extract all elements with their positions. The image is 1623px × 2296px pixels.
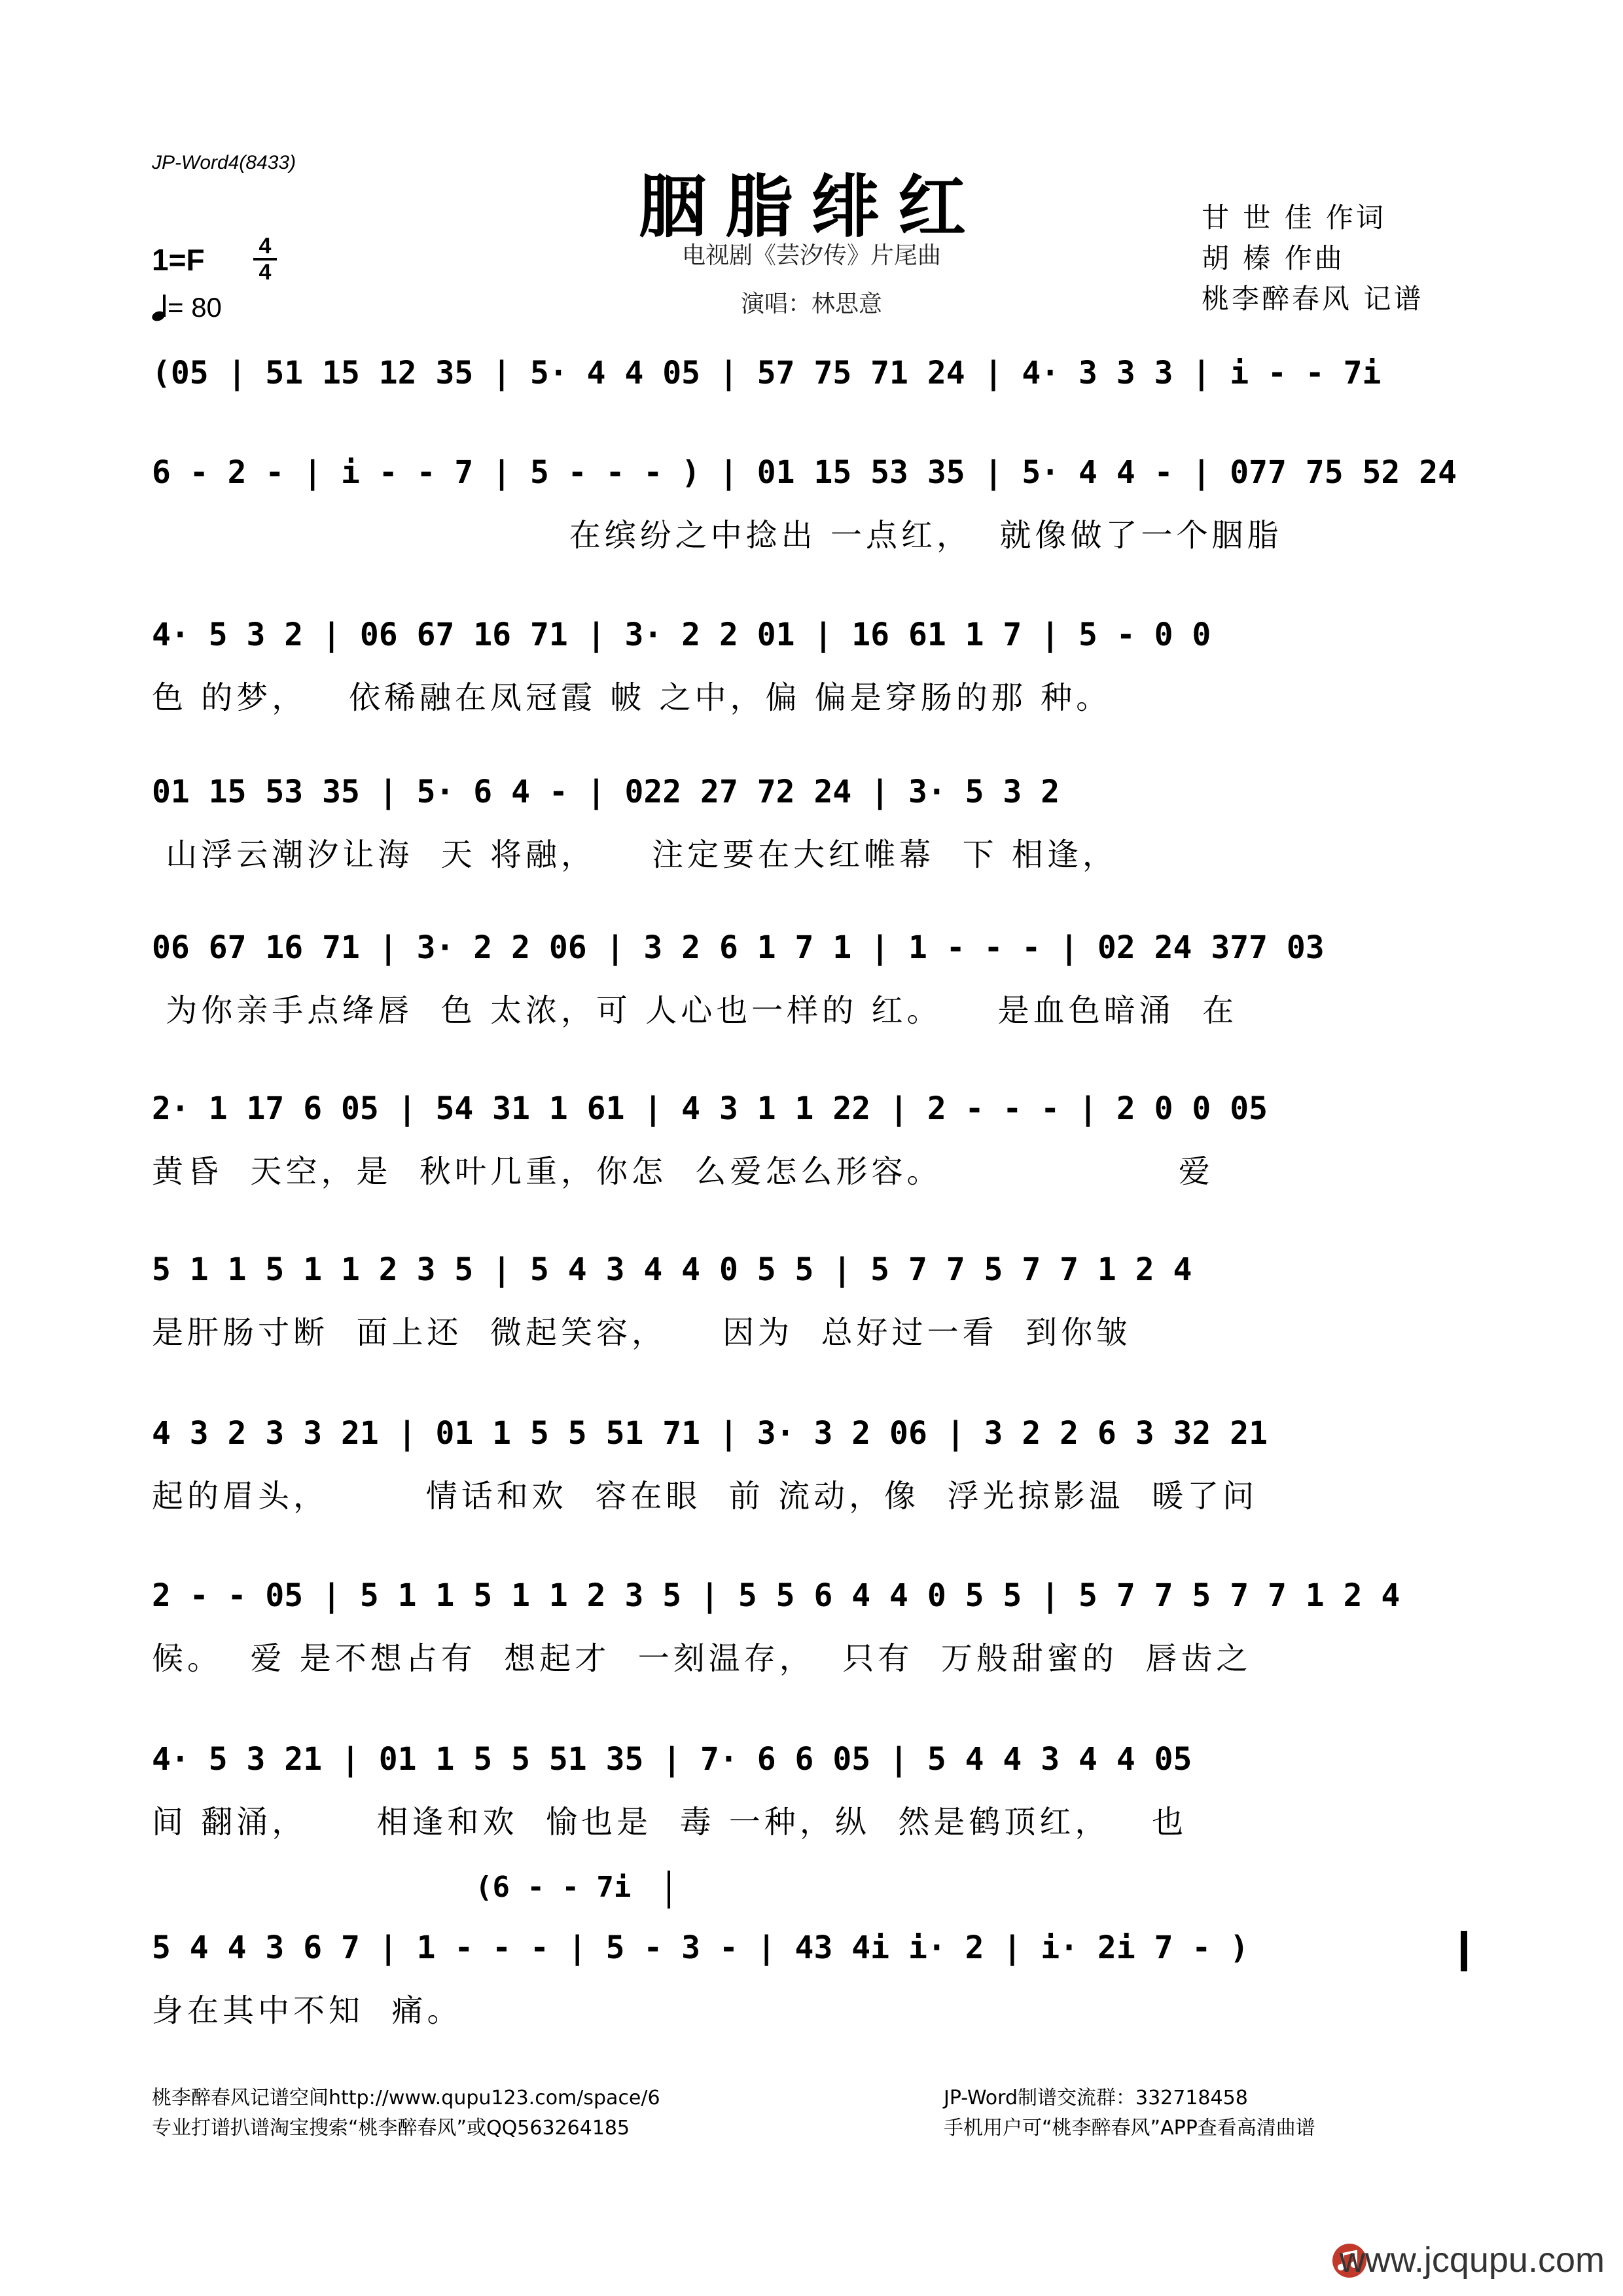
key-signature: 1=F	[152, 243, 205, 277]
notes-line: 5 4 4 3 6 7 | 1 - - - | 5 - 3 - | 43 4i i· 2 | i· 2i 7 - )	[152, 1929, 1249, 1966]
notes-line: 5 1 1 5 1 1 2 3 5 | 5 4 3 4 4 0 5 5 | 5 7 7 5 7 7 1 2 4	[152, 1251, 1192, 1288]
system-3	[152, 615, 1471, 746]
lyrics-line: 色 的梦， 依稀融在凤冠霞 帔 之中，偏 偏是穿肠的那 种。	[152, 679, 1112, 716]
time-signature	[251, 234, 279, 284]
footer-left-line2: 专业打谱扒谱淘宝搜索“桃李醉春风”或QQ563264185	[152, 2117, 630, 2140]
notes-line: 01 15 53 35 | 5· 6 4 - | 022 27 72 24 | 3· 5 3 2	[152, 774, 1060, 810]
watermark: www.jcqupu.com	[1339, 2240, 1605, 2280]
time-signature-top: 4	[259, 234, 272, 259]
system-4	[152, 772, 1471, 903]
notes-line: 4· 5 3 2 | 06 67 16 71 | 3· 2 2 01 | 16 61 1 7 | 5 - 0 0	[152, 617, 1211, 653]
footer-left-line1: 桃李醉春风记谱空间http://www.qupu123.com/space/6	[152, 2087, 660, 2109]
credit-lyricist: 甘 世 佳 作词	[1202, 202, 1387, 234]
notes-line: 4· 5 3 21 | 01 1 5 5 51 35 | 7· 6 6 05 | 5 4 4 3 4 4 05	[152, 1741, 1192, 1778]
final-barline	[1461, 1931, 1467, 1971]
system-10	[152, 1740, 1471, 1871]
alternate-phrase: (6 - - 7i	[475, 1871, 632, 1904]
system-9	[152, 1576, 1471, 1707]
notes-line: 6 - 2 - | i - - 7 | 5 - - - ) | 01 15 53 35 | 5· 4 4 - | 077 75 52 24	[152, 454, 1457, 491]
lyrics-line: 在缤纷之中捻出 一点红， 就像做了一个胭脂	[152, 517, 1283, 554]
tempo-marking	[152, 292, 222, 323]
alternate-phrase-barline	[668, 1871, 670, 1909]
page-title: 胭脂绯红	[638, 166, 984, 247]
lyrics-line: 为你亲手点绛唇 色 太浓，可 人心也一样的 红。 是血色暗涌 在	[152, 992, 1238, 1029]
system-6	[152, 1089, 1471, 1220]
footer-right-line2: 手机用户可“桃李醉春风”APP查看高清曲谱	[944, 2117, 1315, 2140]
quarter-note-icon	[152, 295, 168, 321]
notes-line: 2 - - 05 | 5 1 1 5 1 1 2 3 5 | 5 5 6 4 4 0 5 5 | 5 7 7 5 7 7 1 2 4	[152, 1577, 1400, 1614]
notes-line: (05 | 51 15 12 35 | 5· 4 4 05 | 57 75 71 24 | 4· 3 3 3 | i - - 7i	[152, 355, 1382, 391]
system-2	[152, 453, 1471, 584]
system-11	[152, 1928, 1471, 2059]
lyrics-line: 身在其中不知 痛。	[152, 1992, 463, 2029]
lyrics-line: 起的眉头， 情话和欢 容在眼 前 流动，像 浮光掠影温 暖了问	[152, 1478, 1258, 1515]
tempo-value: = 80	[168, 292, 222, 323]
lyrics-line: 是肝肠寸断 面上还 微起笑容， 因为 总好过一看 到你皱	[152, 1314, 1132, 1351]
system-5	[152, 928, 1471, 1059]
notes-line: 2· 1 17 6 05 | 54 31 1 61 | 4 3 1 1 22 | 2 - - - | 2 0 0 05	[152, 1090, 1268, 1127]
system-8	[152, 1414, 1471, 1545]
system-7	[152, 1250, 1471, 1381]
time-signature-bottom: 4	[259, 260, 272, 285]
lyrics-line: 黄昏 天空，是 秋叶几重，你怎 么爱怎么形容。 爱	[152, 1153, 1214, 1190]
software-version: JP-Word4(8433)	[152, 152, 296, 173]
subtitle: 电视剧《芸汐传》片尾曲	[681, 242, 941, 269]
footer-right-line1: JP-Word制谱交流群：332718458	[944, 2087, 1248, 2109]
lyrics-line: 山浮云潮汐让海 天 将融， 注定要在大红帷幕 下 相逢，	[152, 836, 1118, 873]
lyrics-line: 间 翻涌， 相逢和欢 愉也是 毒 一种，纵 然是鹤顶红， 也	[152, 1804, 1188, 1840]
notes-line: 06 67 16 71 | 3· 2 2 06 | 3 2 6 1 7 1 | 1 - - - | 02 24 377 03	[152, 929, 1325, 966]
lyrics-line: 候。 爱 是不想占有 想起才 一刻温存， 只有 万般甜蜜的 唇齿之	[152, 1640, 1252, 1677]
notes-line: 4 3 2 3 3 21 | 01 1 5 5 51 71 | 3· 3 2 06 | 3 2 2 6 3 32 21	[152, 1415, 1268, 1452]
singer: 演唱：林思意	[740, 291, 882, 317]
credit-transcriber: 桃李醉春风 记谱	[1202, 283, 1424, 315]
credit-composer: 胡 榛 作曲	[1202, 242, 1345, 274]
